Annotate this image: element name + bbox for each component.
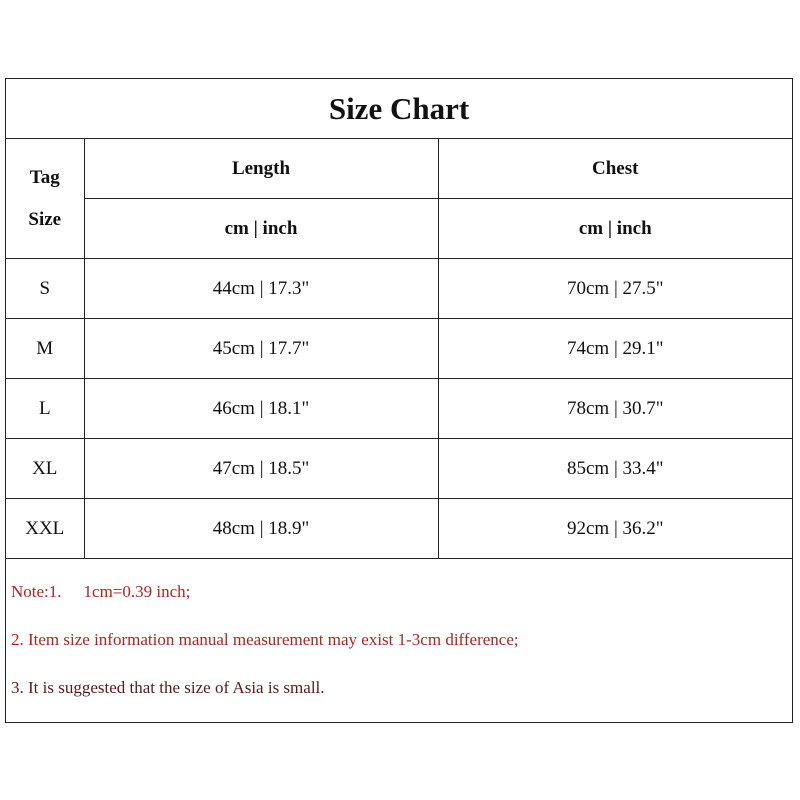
length-cell: 47cm | 18.5" (84, 439, 438, 499)
note-3: 3. It is suggested that the size of Asia is small. (11, 678, 325, 697)
size-cell: XL (6, 439, 84, 499)
note-1 (11, 582, 190, 602)
length-cell: 45cm | 17.7" (84, 319, 438, 379)
chest-cell: 85cm | 33.4" (438, 439, 792, 499)
size-chart-sheet (5, 78, 793, 723)
table-row (6, 379, 792, 439)
tag-size-header (6, 139, 84, 259)
note-2: 2. Item size information manual measurement may exist 1-3cm difference; (11, 630, 519, 649)
length-cell: 46cm | 18.1" (84, 379, 438, 439)
length-cell: 48cm | 18.9" (84, 499, 438, 559)
size-cell: S (6, 259, 84, 319)
chest-cell: 70cm | 27.5" (438, 259, 792, 319)
chest-header: Chest (438, 139, 792, 199)
size-cell: L (6, 379, 84, 439)
note-1-text: 1cm=0.39 inch; (83, 582, 191, 601)
chest-cell: 92cm | 36.2" (438, 499, 792, 559)
size-cell: M (6, 319, 84, 379)
tag-size-header-line1: Tag (29, 166, 60, 188)
table-row (6, 319, 792, 379)
length-units-header: cm | inch (84, 199, 438, 259)
size-cell: XXL (6, 499, 84, 559)
note-prefix: Note:1. (11, 582, 62, 601)
table-row (6, 499, 792, 559)
length-cell: 44cm | 17.3" (84, 259, 438, 319)
table-row (6, 259, 792, 319)
chest-cell: 74cm | 29.1" (438, 319, 792, 379)
chest-units-header: cm | inch (438, 199, 792, 259)
chest-cell: 78cm | 30.7" (438, 379, 792, 439)
length-header: Length (84, 139, 438, 199)
tag-size-header-line2: Size (28, 208, 62, 230)
chart-title: Size Chart (6, 79, 792, 139)
table-row (6, 439, 792, 499)
size-chart-table (6, 79, 792, 559)
